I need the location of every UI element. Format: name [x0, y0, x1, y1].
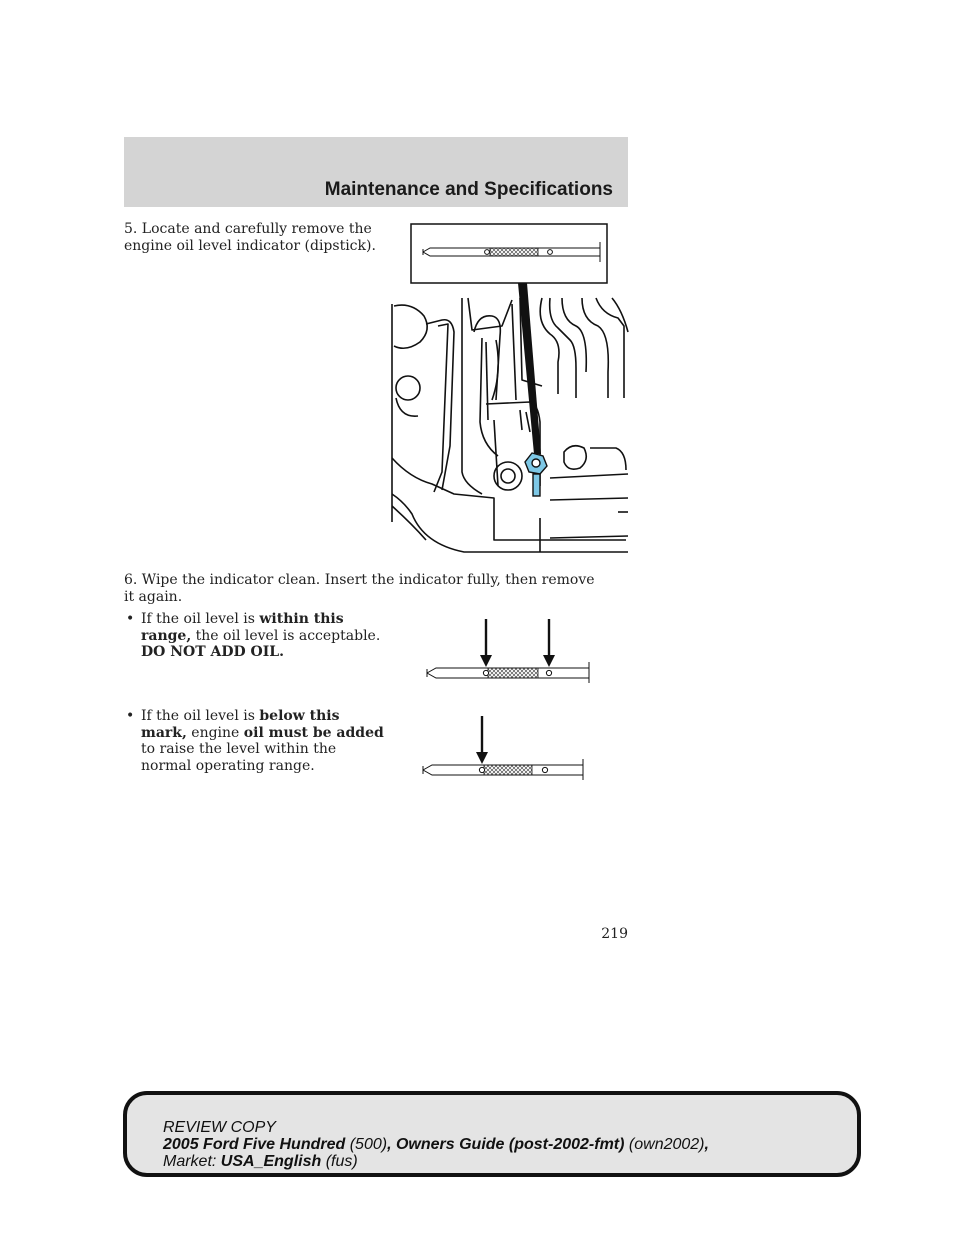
bullet-dot-icon: •: [126, 611, 135, 627]
footer-line-market: [163, 1153, 709, 1170]
bullet-text-part: If the oil level is: [141, 708, 260, 724]
review-copy-footer: [123, 1091, 861, 1177]
footer-guide: Owners Guide (post-2002-fmt): [395, 1136, 625, 1153]
footer-model: 2005 Ford Five Hundred: [163, 1136, 346, 1153]
footer-model-code: (500): [349, 1136, 388, 1153]
bullet-text-part: the oil level is acceptable.: [191, 627, 381, 644]
bullet-text-bold: DO NOT ADD OIL.: [141, 644, 284, 660]
bullet-text-bold: below this mark,: [141, 708, 340, 741]
footer-guide-code: (own2002): [628, 1136, 705, 1153]
bullet-text-bold: within this range,: [141, 611, 344, 644]
step-5-text: 5. Locate and carefully remove the engine oil level indicator (dipstick).: [124, 221, 376, 254]
footer-line-model: [163, 1136, 709, 1153]
footer-review-label: REVIEW COPY: [163, 1119, 276, 1136]
footer-separator: ,: [704, 1136, 709, 1153]
bullet-text-part: If the oil level is: [141, 611, 260, 627]
footer-market: USA_English: [220, 1153, 322, 1170]
down-arrow-icon: [480, 619, 492, 667]
footer-text: [163, 1119, 709, 1170]
bullet-dot-icon: •: [126, 708, 135, 724]
section-title: Maintenance and Specifications: [324, 179, 613, 200]
dipstick-within-range-diagram: [424, 617, 594, 687]
section-header-band: [124, 137, 628, 207]
bullet-text-part: engine: [186, 724, 244, 741]
page-number: 219: [601, 926, 628, 942]
down-arrow-icon: [476, 716, 488, 764]
step-6-text: 6. Wipe the indicator clean. Insert the indicator fully, then remove it again.: [124, 572, 595, 605]
dipstick-below-mark-diagram: [420, 714, 590, 784]
footer-market-label: Market:: [163, 1153, 217, 1170]
footer-separator: ,: [387, 1136, 396, 1153]
engine-dipstick-illustration: [390, 222, 630, 557]
bullet-text-part: to raise the level within the normal operating range.: [141, 741, 337, 774]
bullet-text-bold: oil must be added: [243, 724, 384, 741]
footer-market-code: (fus): [325, 1153, 358, 1170]
bullet-within-range: [124, 611, 384, 661]
bullet-below-mark: [124, 708, 384, 774]
down-arrow-icon: [543, 619, 555, 667]
